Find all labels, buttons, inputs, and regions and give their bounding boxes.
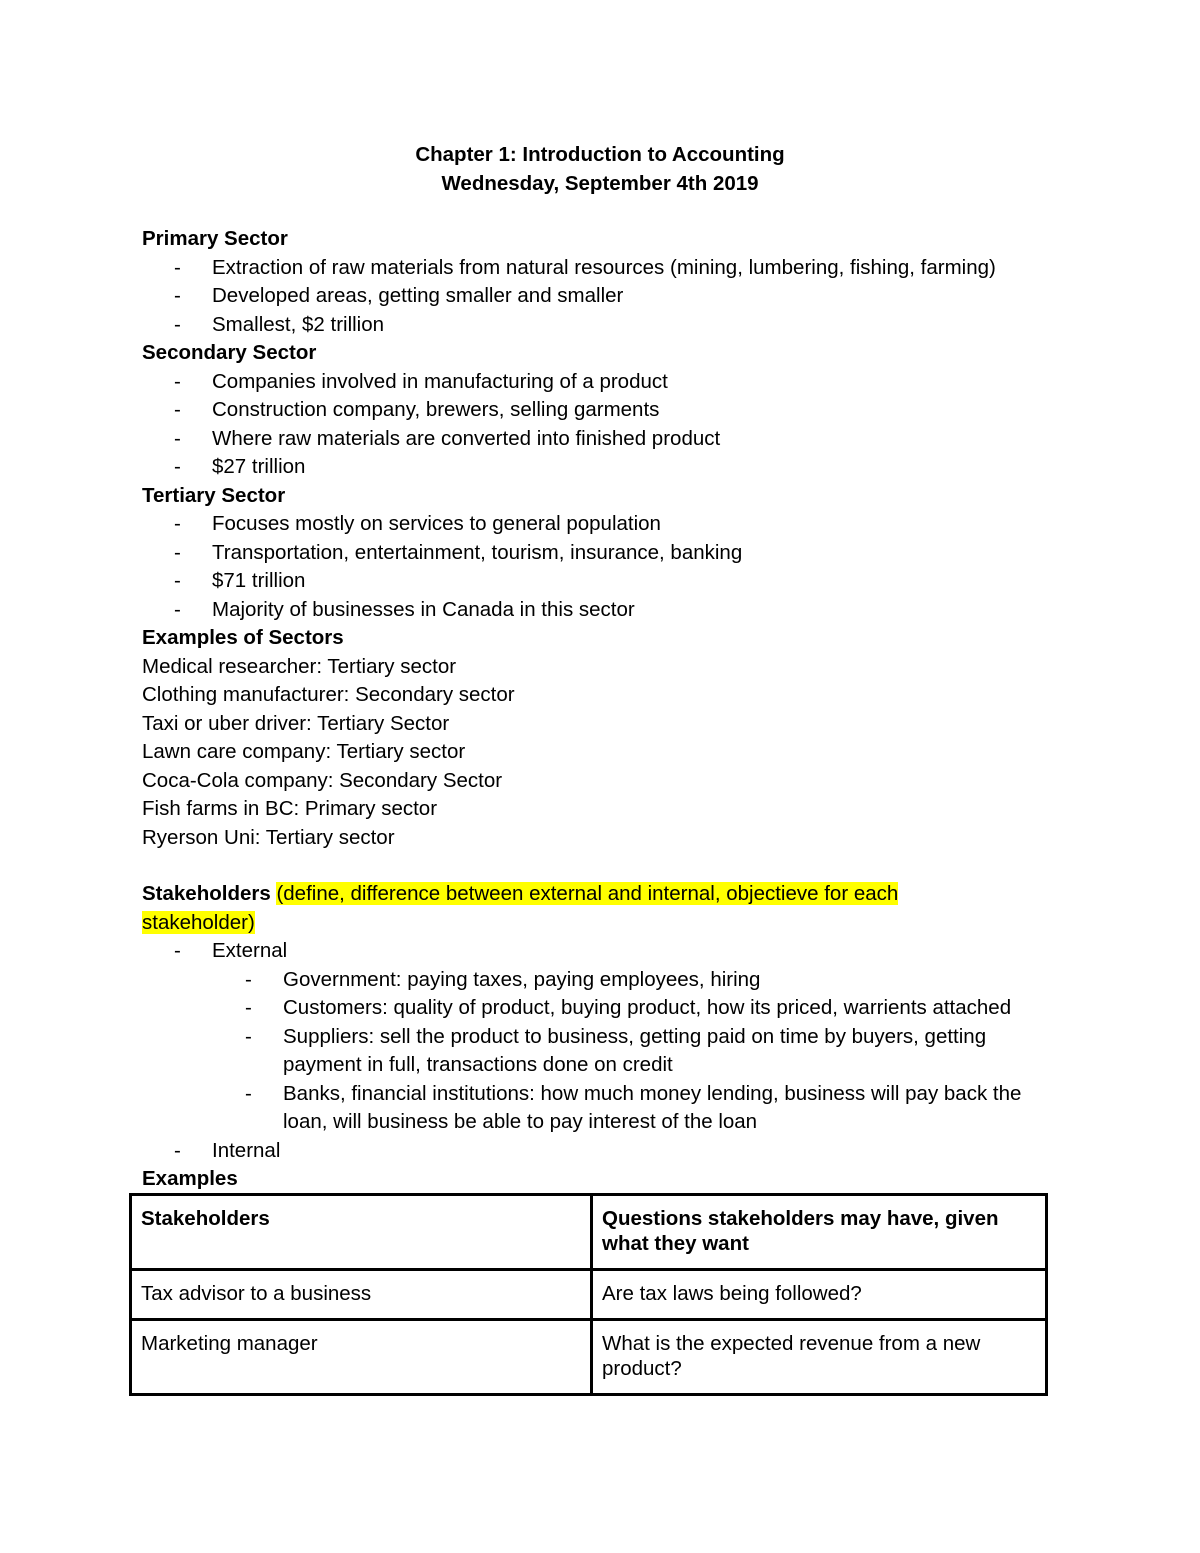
tertiary-sector-heading: Tertiary Sector	[142, 483, 286, 507]
list-item: - Suppliers: sell the product to business, getting paid on time by buyers, getting payment in full, transactions done on credit	[142, 1023, 1053, 1080]
example-line: Taxi or uber driver: Tertiary Sector	[142, 711, 450, 735]
title-block	[0, 140, 1200, 198]
stakeholders-heading: Stakeholders	[142, 882, 271, 905]
table-cell: Tax advisor to a business	[131, 1270, 592, 1320]
internal-item: - Internal	[142, 1137, 1062, 1166]
examples-heading: Examples	[142, 1167, 238, 1190]
list-item: - Construction company, brewers, selling garments	[142, 396, 1062, 425]
list-item: - Smallest, $2 trillion	[142, 311, 1062, 340]
list-item: - Extraction of raw materials from natural resources (mining, lumbering, fishing, farming)	[142, 254, 1062, 283]
list-item: - $27 trillion	[142, 453, 1062, 482]
internal-stakeholders-list	[142, 1137, 1062, 1166]
list-item: - Transportation, entertainment, tourism, insurance, banking	[142, 539, 1062, 568]
highlighted-note: (define, difference between external and internal, objectieve for each stakeholder)	[142, 882, 899, 934]
table-header-row	[131, 1195, 1047, 1270]
stakeholders-heading-line	[142, 880, 942, 937]
table-header-cell: Questions stakeholders may have, given what they want	[592, 1195, 1047, 1270]
example-line: Lawn care company: Tertiary sector	[142, 740, 466, 763]
stakeholder-examples-table	[129, 1193, 1048, 1396]
example-line: Coca-Cola company: Secondary Sector	[142, 768, 503, 792]
examples-of-sectors-heading: Examples of Sectors	[142, 626, 344, 649]
primary-sector-heading: Primary Sector	[142, 227, 288, 250]
example-line: Medical researcher: Tertiary sector	[142, 654, 457, 678]
list-item: - Customers: quality of product, buying product, how its priced, warrients attached	[142, 994, 1062, 1023]
document-title: Chapter 1: Introduction to Accounting	[415, 143, 785, 166]
list-item: - Companies involved in manufacturing of a product	[142, 368, 1062, 397]
list-item: - $71 trillion	[142, 567, 1062, 596]
list-item: - Where raw materials are converted into finished product	[142, 425, 1062, 454]
example-line: Ryerson Uni: Tertiary sector	[142, 825, 395, 849]
list-item: - Developed areas, getting smaller and smaller	[142, 282, 1062, 311]
list-item: - Banks, financial institutions: how much money lending, business will pay back the loan, will business be able to pay interest of the loan	[142, 1080, 1053, 1137]
tertiary-sector-list	[142, 510, 1062, 624]
secondary-sector-list	[142, 368, 1062, 482]
external-stakeholders-list	[142, 966, 1062, 1137]
list-item: - Majority of businesses in Canada in this sector	[142, 596, 1062, 625]
table-row	[131, 1270, 1047, 1320]
primary-sector-list	[142, 254, 1062, 340]
stakeholder-types-list	[142, 937, 1062, 966]
secondary-sector-heading: Secondary Sector	[142, 341, 317, 364]
list-item: - Government: paying taxes, paying employees, hiring	[142, 966, 1062, 995]
document-date: Wednesday, September 4th 2019	[441, 172, 759, 195]
example-line: Fish farms in BC: Primary sector	[142, 797, 438, 820]
table-cell: Marketing manager	[131, 1320, 592, 1395]
table-cell: What is the expected revenue from a new product?	[592, 1320, 1047, 1395]
example-line: Clothing manufacturer: Secondary sector	[142, 683, 515, 706]
external-item: - External	[142, 937, 1062, 966]
blank-line	[142, 852, 1062, 880]
table-cell: Are tax laws being followed?	[592, 1270, 1047, 1320]
table-row	[131, 1320, 1047, 1395]
table-header-cell: Stakeholders	[131, 1195, 592, 1270]
list-item: - Focuses mostly on services to general population	[142, 510, 1062, 539]
notes-body	[142, 225, 1062, 1194]
